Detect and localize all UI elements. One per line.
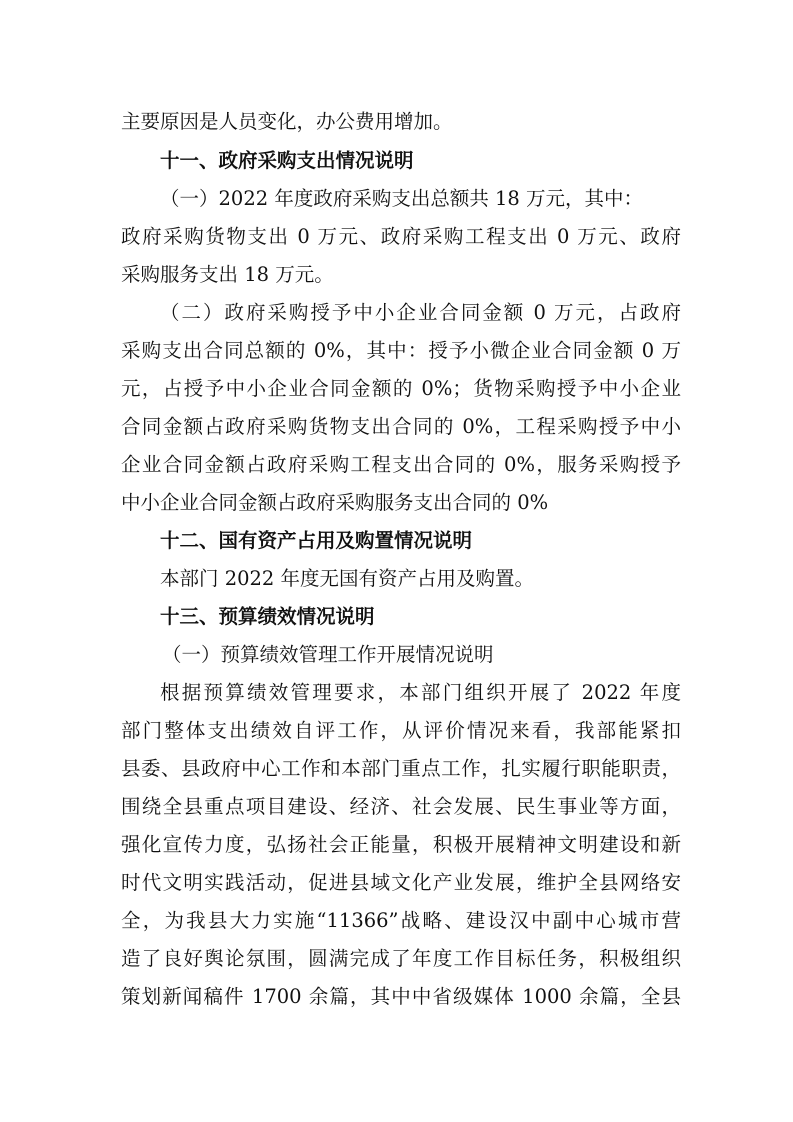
body-text-line: 根据预算绩效管理要求，本部门组织开展了 2022 年度: [160, 681, 681, 704]
body-text-line: 采购支出合同总额的 0%，其中：授予小微企业合同金额 0 万: [121, 339, 681, 362]
subsection-heading: （一）预算绩效管理工作开展情况说明: [162, 643, 494, 666]
body-text-line: 企业合同金额占政府采购工程支出合同的 0%，服务采购授予: [121, 453, 681, 476]
body-text-line: （二）政府采购授予中小企业合同金额 0 万元，占政府: [160, 301, 681, 324]
body-text-line: 合同金额占政府采购货物支出合同的 0%，工程采购授予中小: [121, 415, 681, 438]
body-text-line: 强化宣传力度，弘扬社会正能量，积极开展精神文明建设和新: [121, 833, 681, 856]
section-heading-12: 十二、国有资产占用及购置情况说明: [160, 529, 473, 552]
body-text-line: 围绕全县重点项目建设、经济、社会发展、民生事业等方面，: [121, 795, 681, 818]
body-text-line: （一）2022 年度政府采购支出总额共 18 万元，其中：: [160, 187, 644, 210]
body-text-line: 县委、县政府中心工作和本部门重点工作，扎实履行职能职责，: [121, 757, 681, 780]
body-text-line: 元，占授予中小企业合同金额的 0%；货物采购授予中小企业: [121, 377, 681, 400]
body-text-line: 部门整体支出绩效自评工作，从评价情况来看，我部能紧扣: [121, 719, 681, 742]
section-heading-13: 十三、预算绩效情况说明: [160, 605, 375, 628]
body-text-line: 采购服务支出 18 万元。: [121, 263, 334, 286]
body-text-line: 本部门 2022 年度无国有资产占用及购置。: [160, 567, 535, 590]
body-text-line: 主要原因是人员变化，办公费用增加。: [121, 110, 453, 133]
body-text-line: 中小企业合同金额占政府采购服务支出合同的 0%: [121, 491, 549, 514]
body-text-line: 全，为我县大力实施“11366”战略、建设汉中副中心城市营: [121, 909, 681, 932]
body-text-line: 政府采购货物支出 0 万元、政府采购工程支出 0 万元、政府: [121, 225, 681, 248]
section-heading-11: 十一、政府采购支出情况说明: [160, 149, 414, 172]
body-text-line: 造了良好舆论氛围，圆满完成了年度工作目标任务，积极组织: [121, 947, 681, 970]
body-text-line: 时代文明实践活动，促进县域文化产业发展，维护全县网络安: [121, 871, 681, 894]
body-text-line: 策划新闻稿件 1700 余篇，其中中省级媒体 1000 余篇，全县: [121, 985, 681, 1008]
